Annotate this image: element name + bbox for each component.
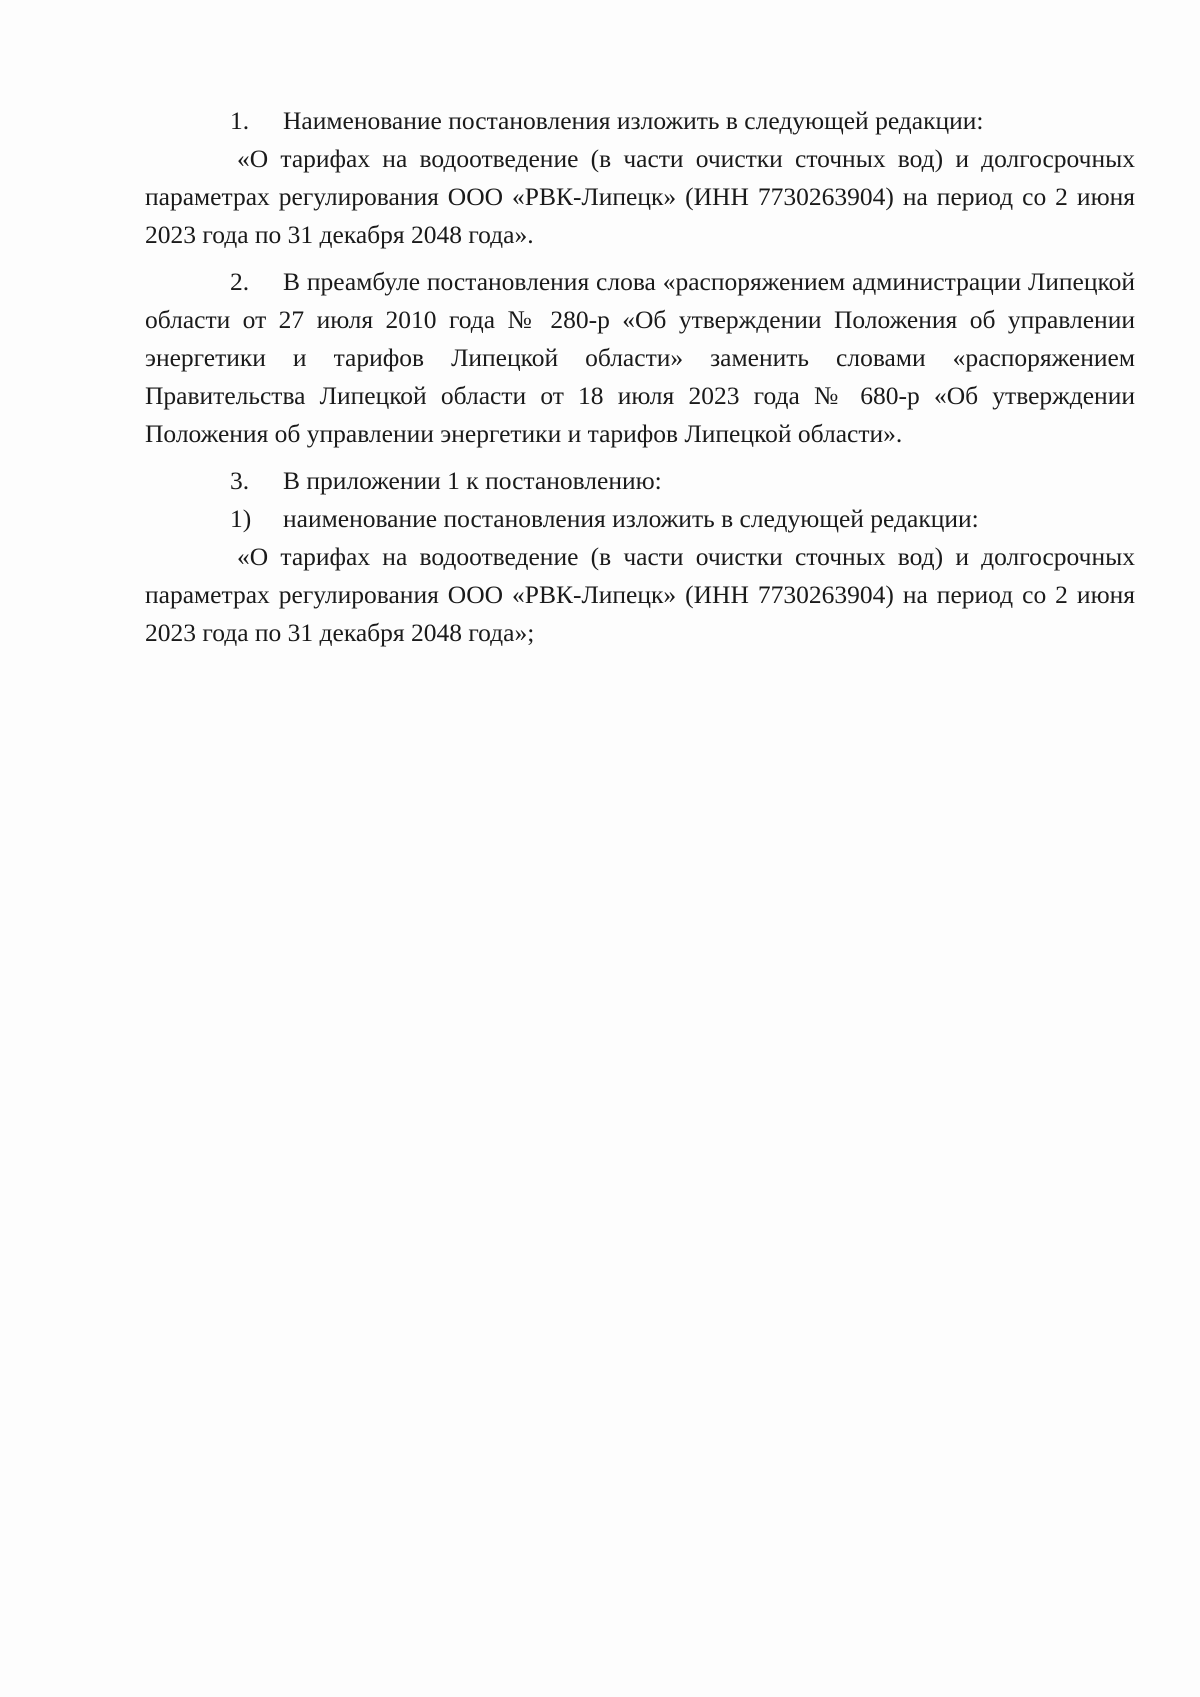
item-3-text: В приложении 1 к постановлению:: [283, 466, 662, 495]
item-3-sub-1: [145, 500, 1135, 538]
document-body: [145, 102, 1135, 652]
item-1-number: 1.: [230, 106, 250, 135]
item-2: [145, 263, 1135, 453]
item-1-quote: «О тарифах на водоотведение (в части очистки сточных вод) и долгосрочных параметрах регулирования ООО «РВК-Липецк» (ИНН 7730263904) на период со 2 июня 2023 года по 31 декабря 2048 года».: [145, 144, 1135, 249]
item-1-text: Наименование постановления изложить в следующей редакции:: [283, 106, 984, 135]
item-3: [145, 462, 1135, 500]
item-3-sub-1-text: наименование постановления изложить в следующей редакции:: [283, 504, 979, 533]
item-3-sub-1-number: 1): [230, 504, 252, 533]
item-1: [145, 102, 1135, 140]
item-3-number: 3.: [230, 466, 250, 495]
item-2-text: В преамбуле постановления слова «распоряжением администрации Липецкой области от 27 июля 2010 года № 280-р «Об утверждении Положения об управлении энергетики и тарифов Липецкой области» заменить словами «распоряжением Правительства Липецкой области от 18 июля 2023 года № 680-р «Об утверждении Положения об управлении энергетики и тарифов Липецкой области».: [145, 267, 1135, 448]
item-3-sub-1-quote: «О тарифах на водоотведение (в части очистки сточных вод) и долгосрочных параметрах регулирования ООО «РВК-Липецк» (ИНН 7730263904) на период со 2 июня 2023 года по 31 декабря 2048 года»;: [145, 542, 1135, 647]
item-2-number: 2.: [230, 267, 250, 296]
